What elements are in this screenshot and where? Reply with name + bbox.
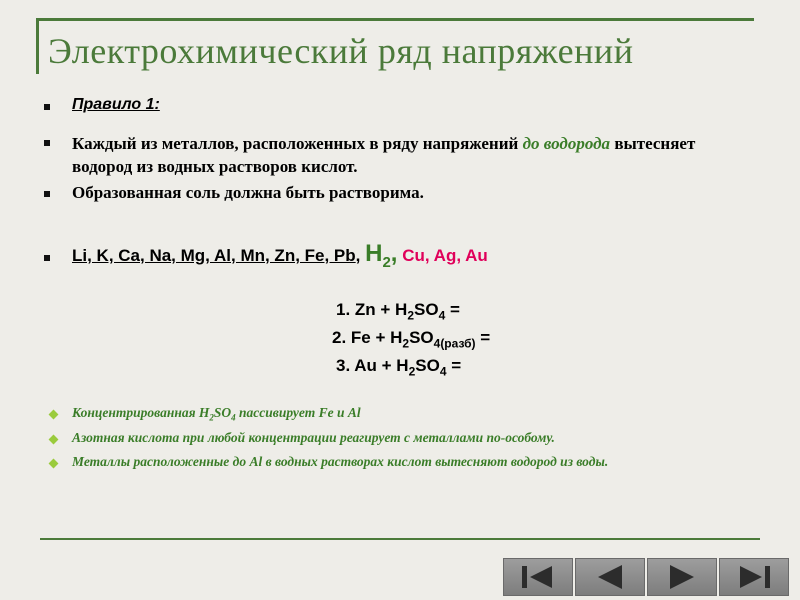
bullet-diamond-icon — [49, 459, 59, 469]
first-slide-icon — [518, 562, 558, 592]
bullet-diamond-icon — [49, 410, 59, 420]
rule-text — [72, 132, 712, 178]
series-separator: , — [355, 246, 366, 265]
frame-bottom-line — [40, 538, 760, 540]
equation-2: 2. $Fe + H_2SO_{4(разб)}$ = — [332, 328, 491, 351]
equation-3: 3. $Au + H_2SO_4$ = — [336, 356, 462, 379]
rule-text-part1: Каждый из металлов, расположенных в ряду напряжений — [72, 134, 523, 153]
slide-title: Электрохимический ряд напряжений — [48, 31, 634, 71]
frame-left-line — [36, 18, 39, 74]
bullet-square-icon — [44, 140, 50, 146]
rule-text-part2: вытесняет водород из водных растворов кислот. — [72, 134, 696, 176]
note-nitric-acid: Азотная кислота при любой концентрации реагирует с металлами по-особому. — [72, 430, 555, 445]
equation-1: 1. $Zn + H_2SO_4$ = — [336, 300, 460, 323]
bullet-square-icon — [44, 104, 50, 110]
rule-text-highlight: до водорода — [522, 134, 611, 153]
frame-top-line — [36, 18, 754, 21]
last-slide-button[interactable] — [719, 558, 789, 596]
hydrogen-label: $H_2$, — [365, 240, 398, 271]
previous-slide-icon — [590, 562, 630, 592]
bullet-square-icon — [44, 191, 50, 197]
slide-navigation-bar — [503, 558, 793, 596]
first-slide-button[interactable] — [503, 558, 573, 596]
note-water-displacement: Металлы расположенные до Al в водных растворах кислот вытесняют водород из воды. — [72, 454, 609, 469]
next-slide-icon — [662, 562, 702, 592]
electrochemical-series — [72, 240, 488, 271]
bullet-diamond-icon — [49, 435, 59, 445]
salt-text: Образованная соль должна быть растворима. — [72, 183, 424, 202]
last-slide-icon — [734, 562, 774, 592]
rule-label: Правило 1: — [72, 96, 160, 113]
metals-before-hydrogen: Li, K, Ca, Na, Mg, Al, Mn, Zn, Fe, Pb — [72, 246, 356, 265]
bullet-square-icon — [44, 255, 50, 261]
metals-after-hydrogen: Cu, Ag, Au — [397, 246, 488, 265]
previous-slide-button[interactable] — [575, 558, 645, 596]
next-slide-button[interactable] — [647, 558, 717, 596]
note-passivation: Концентрированная $H_2SO_4$ пассивирует Fe и Al — [72, 405, 361, 423]
